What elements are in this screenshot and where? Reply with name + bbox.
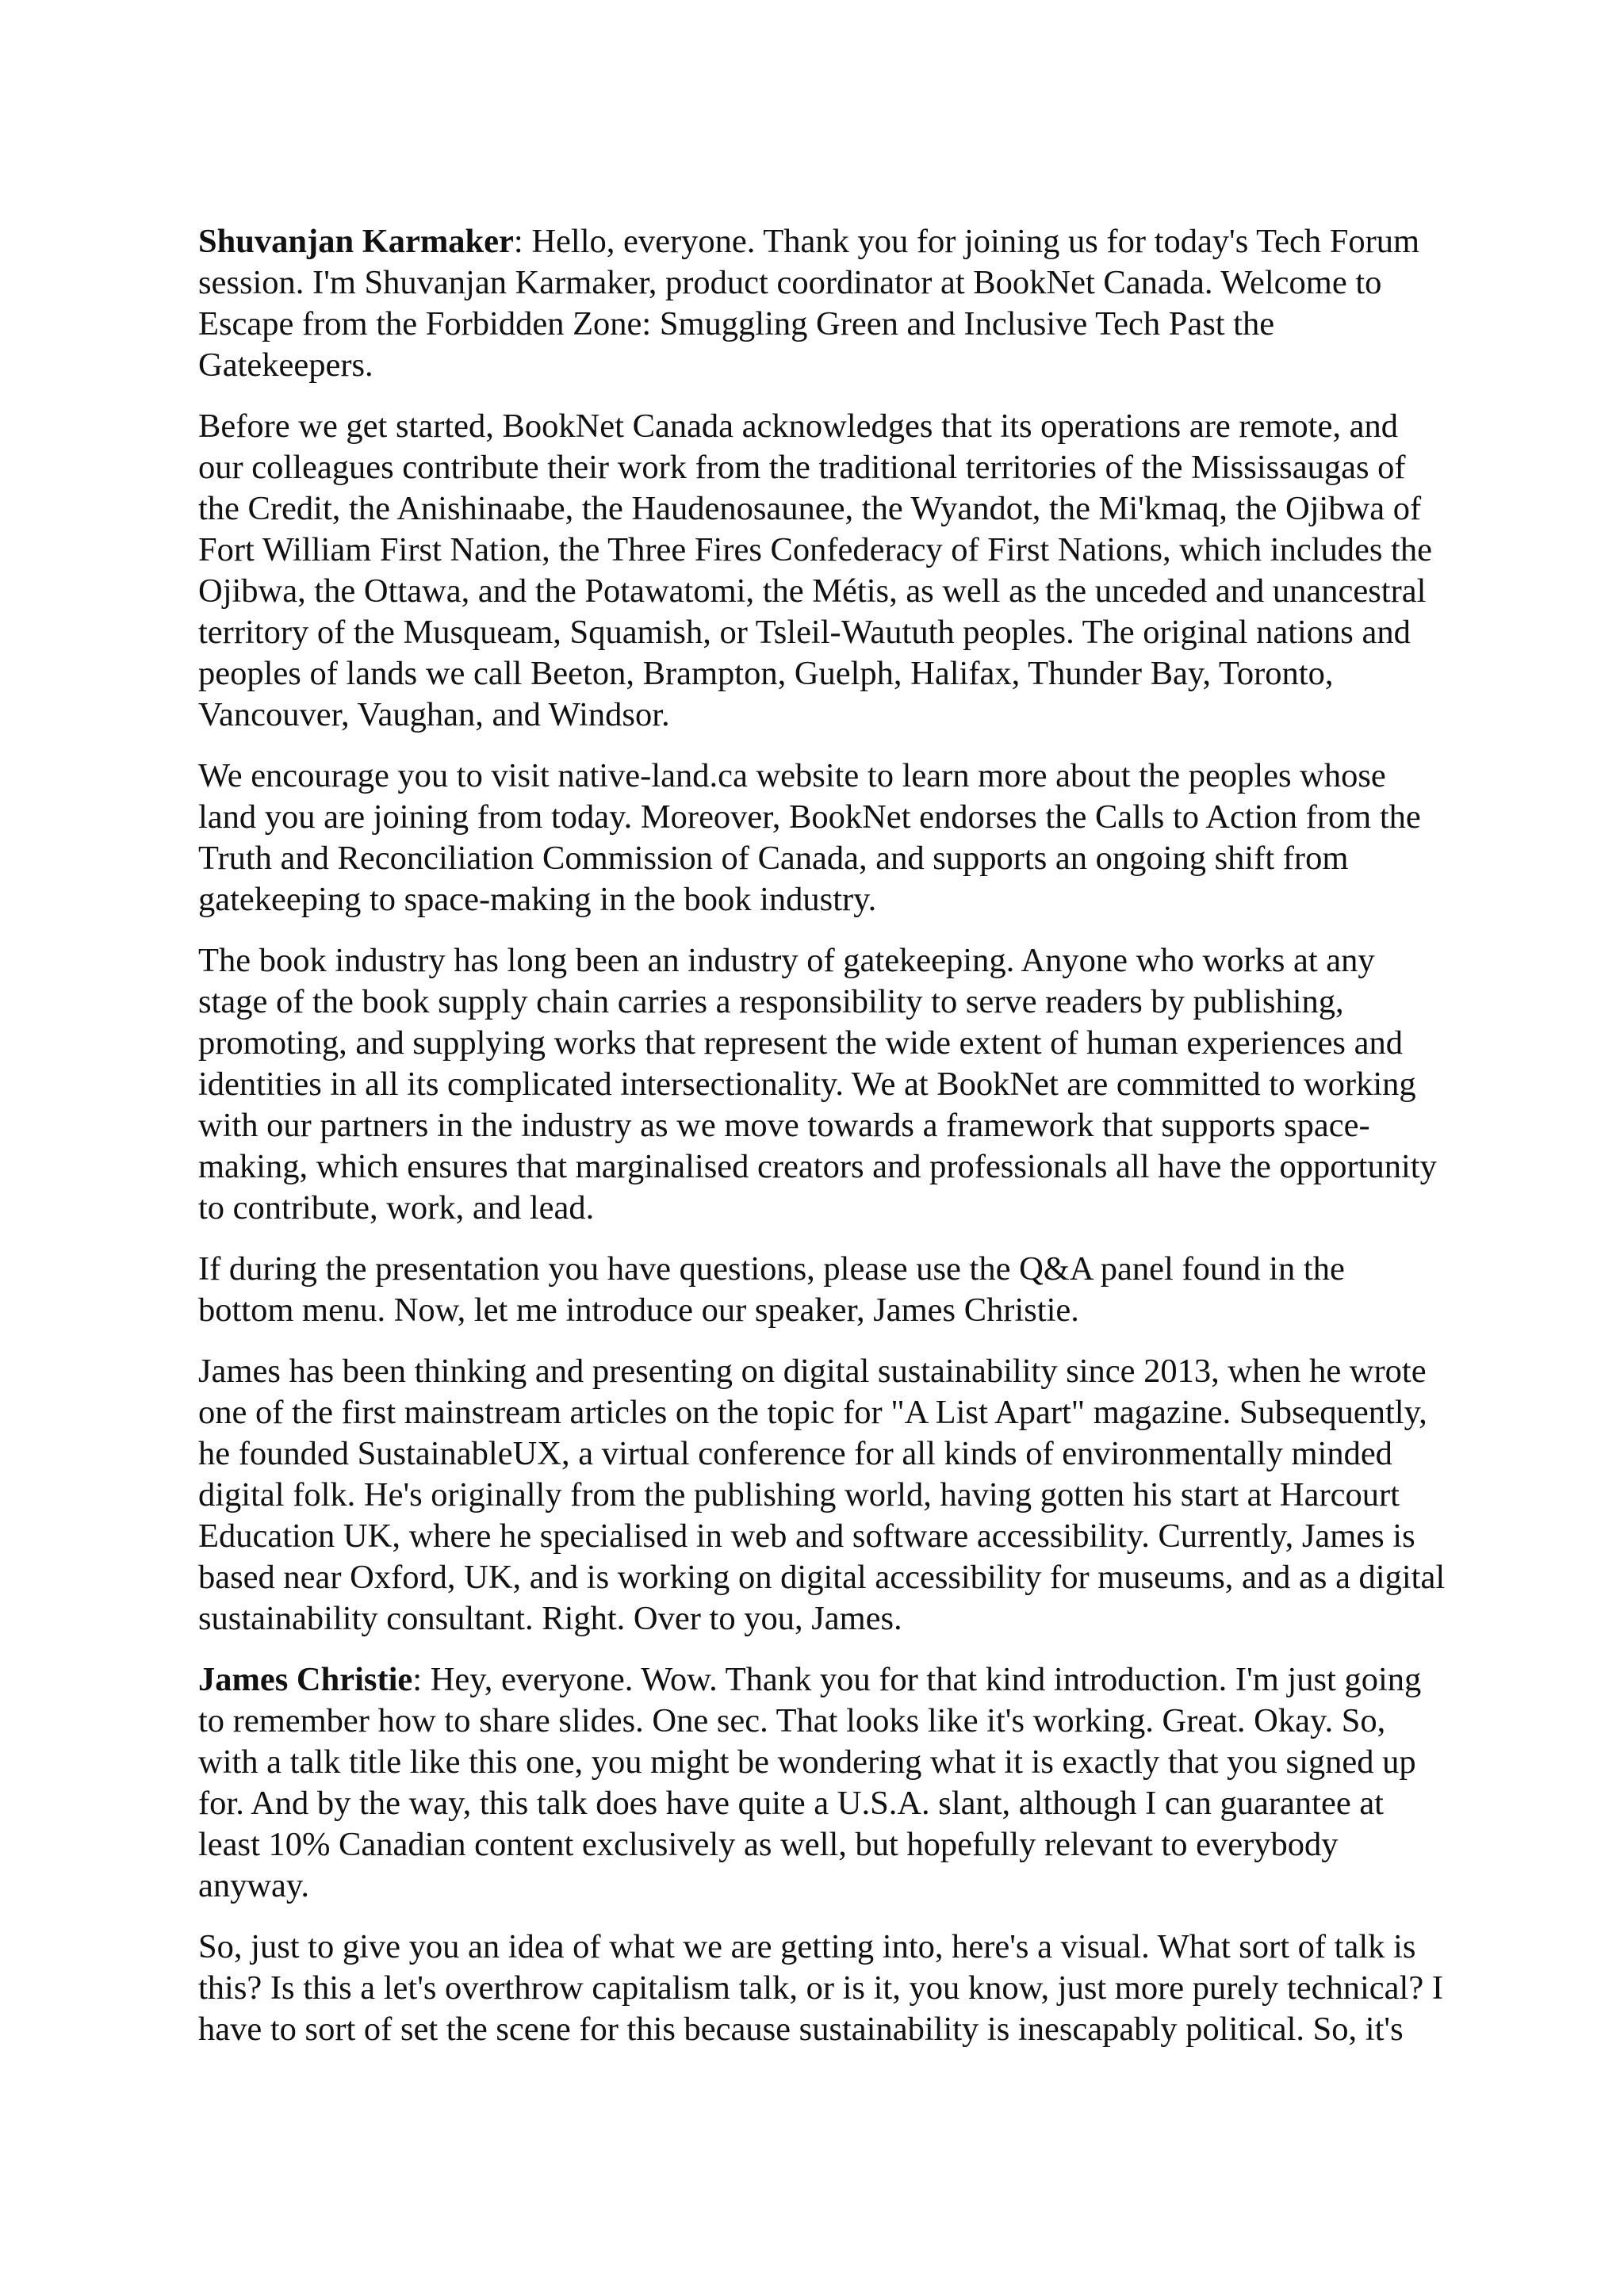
paragraph-text: The book industry has long been an industry of gatekeeping. Anyone who works at any stage of the book supply chain carries a responsibility to serve readers by publishing, promoting, and supplying works that represent the wide extent of human experiences and identities in all its complicated intersectionality. We at BookNet are committed to working with our partners in the industry as we move towards a framework that supports space-making, which ensures that marginalised creators and professionals all have the opportunity to contribute, work, and lead.: [198, 942, 1437, 1226]
speaker-separator: :: [513, 223, 523, 260]
paragraph-james-opening: [198, 1659, 1447, 1907]
paragraph-talk-context: [198, 1927, 1447, 2050]
speaker-separator: :: [412, 1661, 423, 1698]
transcript-page: [198, 221, 1447, 2070]
paragraph-text: Hey, everyone. Wow. Thank you for that kind introduction. I'm just going to remember how to share slides. One sec. That looks like it's working. Great. Okay. So, with a talk title like this one, you might be wondering what it is exactly that you signed up for. And by the way, this talk does have quite a U.S.A. slant, although I can guarantee at least 10% Canadian content exclusively as well, but hopefully relevant to everybody anyway.: [198, 1661, 1422, 1904]
paragraph-native-land: [198, 756, 1447, 920]
speaker-name: James Christie: [198, 1661, 413, 1698]
paragraph-text: So, just to give you an idea of what we are getting into, here's a visual. What sort of talk is this? Is this a let's overthrow capitalism talk, or is it, you know, just more purely technical? I have to sort of set the scene for this because sustainability is inescapably political. So, it's: [198, 1928, 1443, 2048]
speaker-name: Shuvanjan Karmaker: [198, 223, 514, 260]
paragraph-questions: [198, 1249, 1447, 1331]
paragraph-text: We encourage you to visit native-land.ca website to learn more about the peoples whose land you are joining from today. Moreover, BookNet endorses the Calls to Action from the Truth and Reconciliation Commission of Canada, and supports an ongoing shift from gatekeeping to space-making in the book industry.: [198, 757, 1421, 918]
paragraph-text: If during the presentation you have questions, please use the Q&A panel found in the bottom menu. Now, let me introduce our speaker, James Christie.: [198, 1250, 1345, 1329]
paragraph-text: Before we get started, BookNet Canada acknowledges that its operations are remote, and our colleagues contribute their work from the traditional territories of the Mississaugas of the Credit, the Anishinaabe, the Haudenosaunee, the Wyandot, the Mi'kmaq, the Ojibwa of Fort William First Nation, the Three Fires Confederacy of First Nations, which includes the Ojibwa, the Ottawa, and the Potawatomi, the Métis, as well as the unceded and unancestral territory of the Musqueam, Squamish, or Tsleil-Waututh peoples. The original nations and peoples of lands we call Beeton, Brampton, Guelph, Halifax, Thunder Bay, Toronto, Vancouver, Vaughan, and Windsor.: [198, 408, 1432, 733]
paragraph-text: Hello, everyone. Thank you for joining us for today's Tech Forum session. I'm Shuvanjan Karmaker, product coordinator at BookNet Canada. Welcome to Escape from the Forbidden Zone: Smuggling Green and Inclusive Tech Past the Gatekeepers.: [198, 223, 1420, 384]
paragraph-intro: [198, 221, 1447, 386]
paragraph-speaker-bio: [198, 1351, 1447, 1640]
paragraph-text: James has been thinking and presenting on digital sustainability since 2013, when he wrote one of the first mainstream articles on the topic for "A List Apart" magazine. Subsequently, he founded SustainableUX, a virtual conference for all kinds of environmentally minded digital folk. He's originally from the publishing world, having gotten his start at Harcourt Education UK, where he specialised in web and software accessibility. Currently, James is based near Oxford, UK, and is working on digital accessibility for museums, and as a digital sustainability consultant. Right. Over to you, James.: [198, 1353, 1446, 1637]
paragraph-gatekeeping: [198, 940, 1447, 1229]
paragraph-land-acknowledgement: [198, 406, 1447, 736]
